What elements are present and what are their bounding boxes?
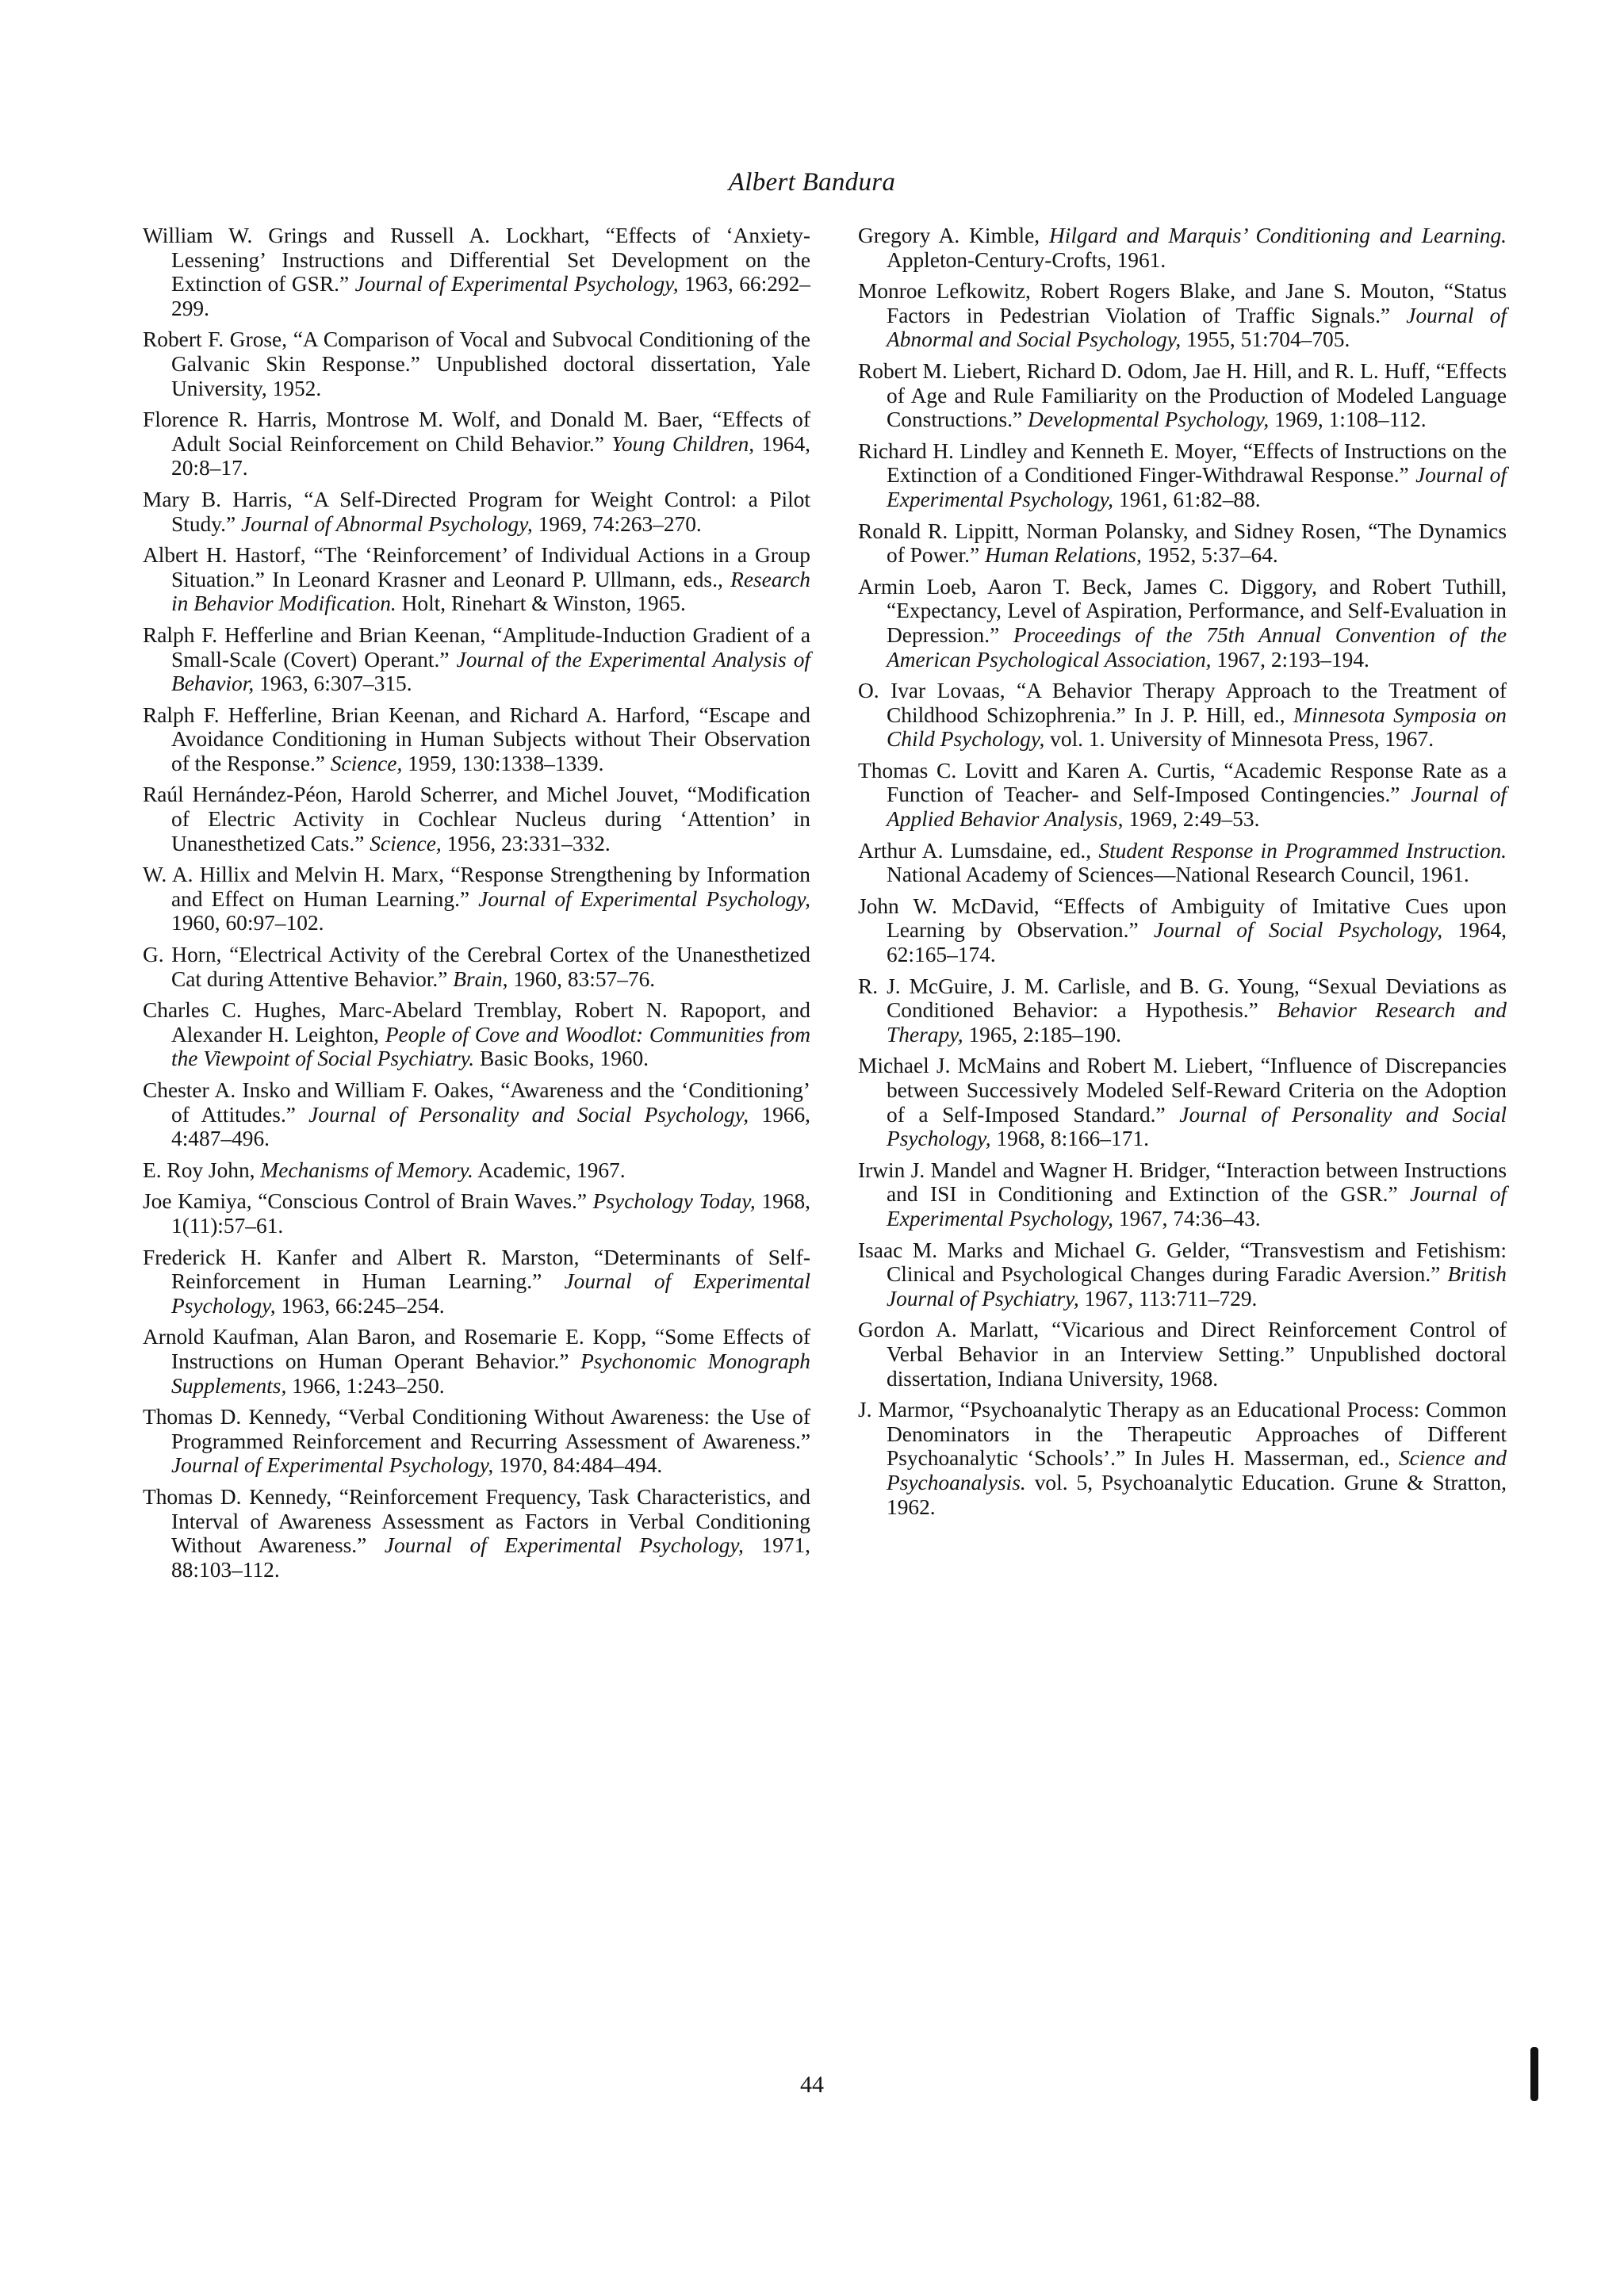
reference-source-title: Psychonomic Monograph Supplements, xyxy=(171,1349,810,1398)
reference-entry xyxy=(143,1405,810,1478)
reference-text: Arnold Kaufman, Alan Baron, and Rosemarie E. Kopp, “Some Effects of Instructions on Human Operant Behavior.” xyxy=(143,1325,810,1373)
reference-source-title: People of Cove and Woodlot: Communities from the Viewpoint of Social Psychiatry. xyxy=(171,1022,810,1071)
reference-entry xyxy=(858,575,1507,672)
reference-source-title: Research in Behavior Modification. xyxy=(171,567,810,616)
reference-text: 1971, 88:103–112. xyxy=(171,1533,810,1582)
reference-text: E. Roy John, xyxy=(143,1158,261,1182)
reference-source-title: Behavior Research and Therapy, xyxy=(887,998,1507,1047)
reference-source-title: Journal of the Experimental Analysis of Behavior, xyxy=(171,647,810,696)
reference-text: 1968, 8:166–171. xyxy=(990,1127,1149,1151)
reference-text: vol. 1. University of Minnesota Press, 1967. xyxy=(1044,727,1434,752)
reference-source-title: Journal of Applied Behavior Analysis, xyxy=(887,783,1507,832)
reference-source-title: Psychology Today, xyxy=(592,1189,756,1214)
margin-mark xyxy=(1530,2047,1538,2101)
reference-text: Isaac M. Marks and Michael G. Gelder, “Transvestism and Fetishism: Clinical and Psychological Changes during Faradic Aversion.” xyxy=(858,1238,1507,1287)
reference-text: Arthur A. Lumsdaine, ed., xyxy=(858,838,1099,863)
reference-text: 1968, 1(11):57–61. xyxy=(171,1189,810,1238)
reference-entry xyxy=(143,623,810,696)
reference-text: Mary B. Harris, “A Self-Directed Program for Weight Control: a Pilot Study.” xyxy=(143,487,810,536)
reference-entry xyxy=(858,359,1507,432)
reference-text: 1969, 2:49–53. xyxy=(1123,807,1260,832)
reference-source-title: Journal of Experimental Psychology, xyxy=(354,272,679,297)
reference-entry xyxy=(858,519,1507,568)
reference-source-title: Journal of Abnormal Psychology, xyxy=(241,511,533,536)
reference-text: 1956, 23:331–332. xyxy=(441,831,611,855)
reference-text: 1960, 83:57–76. xyxy=(508,966,656,991)
reference-entry xyxy=(143,224,810,320)
reference-text: G. Horn, “Electrical Activity of the Cerebral Cortex of the Unanesthetized Cat during Attentive Behavior.” xyxy=(143,943,810,991)
reference-text: 1961, 61:82–88. xyxy=(1113,487,1261,511)
reference-text: Basic Books, 1960. xyxy=(474,1047,649,1071)
reference-text: 1963, 66:245–254. xyxy=(275,1293,445,1318)
reference-text: Raúl Hernández-Péon, Harold Scherrer, and Michel Jouvet, “Modification of Electric Activity in Cochlear Nucleus during ‘Attention’ in Unanesthetized Cats.” xyxy=(143,783,810,855)
reference-text: National Academy of Sciences—National Research Council, 1961. xyxy=(887,863,1469,887)
reference-source-title: Science, xyxy=(370,831,442,855)
reference-entry xyxy=(143,408,810,480)
reference-text: Gordon A. Marlatt, “Vicarious and Direct Reinforcement Control of Verbal Behavior in an Interview Setting.” Unpublished doctoral dissertation, Indiana University, 1968. xyxy=(858,1318,1507,1391)
reference-text: 1966, 4:487–496. xyxy=(171,1102,811,1151)
reference-source-title: Mechanisms of Memory. xyxy=(260,1158,473,1182)
reference-text: W. A. Hillix and Melvin H. Marx, “Response Strengthening by Information and Effect on Human Learning.” xyxy=(143,863,810,911)
reference-source-title: Human Relations, xyxy=(985,543,1142,568)
reference-entry xyxy=(143,783,810,855)
reference-entry xyxy=(858,839,1507,887)
reference-entry xyxy=(143,543,810,616)
reference-source-title: Journal of Experimental Psychology, xyxy=(887,463,1507,511)
reference-text: 1964, 62:165–174. xyxy=(887,918,1507,967)
references-column-right xyxy=(858,224,1507,1526)
reference-text: 1952, 5:37–64. xyxy=(1141,543,1278,568)
reference-text: 1965, 2:185–190. xyxy=(963,1022,1121,1047)
reference-source-title: Hilgard and Marquis’ Conditioning and Learning. xyxy=(1049,224,1507,247)
reference-source-title: Science and Psychoanalysis. xyxy=(887,1446,1507,1494)
reference-source-title: Brain, xyxy=(453,966,508,991)
reference-text: 1955, 51:704–705. xyxy=(1181,327,1350,352)
reference-entry xyxy=(143,488,810,536)
references-column-left xyxy=(143,224,810,1589)
reference-source-title: Journal of Experimental Psychology, xyxy=(171,1269,810,1318)
reference-text: Thomas D. Kennedy, “Verbal Conditioning Without Awareness: the Use of Programmed Reinforcement and Recurring Assessment of Awareness.” xyxy=(143,1405,810,1453)
reference-text: Richard H. Lindley and Kenneth E. Moyer, “Effects of Instructions on the Extinction of a Conditioned Finger-Withdrawal Response.” xyxy=(858,438,1507,488)
reference-text: Ralph F. Hefferline, Brian Keenan, and Richard A. Harford, “Escape and Avoidance Conditioning in Human Subjects without Their Observation of the Response.” xyxy=(143,702,810,775)
reference-text: Robert M. Liebert, Richard D. Odom, Jae H. Hill, and R. L. Huff, “Effects of Age and Rule Familiarity on the Production of Modeled Language Constructions.” xyxy=(858,358,1507,432)
reference-source-title: Proceedings of the 75th Annual Convention of the American Psychological Association, xyxy=(887,622,1507,672)
reference-text: Ralph F. Hefferline and Brian Keenan, “Amplitude-Induction Gradient of a Small-Scale (Covert) Operant.” xyxy=(143,622,810,672)
reference-text: 1967, 2:193–194. xyxy=(1211,647,1369,672)
reference-source-title: Developmental Psychology, xyxy=(1028,408,1270,432)
reference-text: 1963, 66:292–299. xyxy=(171,272,810,320)
reference-text: O. Ivar Lovaas, “A Behavior Therapy Approach to the Treatment of Childhood Schizophrenia.” In J. P. Hill, ed., xyxy=(858,679,1507,727)
reference-entry xyxy=(858,974,1507,1047)
reference-text: William W. Grings and Russell A. Lockhart, “Effects of ‘Anxiety-Lessening’ Instructions and Differential Set Development on the Extinction of GSR.” xyxy=(143,224,810,297)
reference-text: John W. McDavid, “Effects of Ambiguity of Imitative Cues upon Learning by Observation.” xyxy=(858,894,1507,943)
reference-text: Academic, 1967. xyxy=(473,1158,626,1182)
reference-source-title: Journal of Experimental Psychology, xyxy=(384,1533,744,1558)
reference-text: Gregory A. Kimble, xyxy=(858,224,1049,247)
reference-text: J. Marmor, “Psychoanalytic Therapy as an Educational Process: Common Denominators in the Therapeutic Approaches of Different Psychoanalytic ‘Schools’.” In Jules H. Masserman, ed., xyxy=(858,1398,1507,1471)
running-head: Albert Bandura xyxy=(728,168,896,197)
reference-entry xyxy=(858,1318,1507,1391)
reference-text: 1964, 20:8–17. xyxy=(171,431,811,480)
reference-text: Joe Kamiya, “Conscious Control of Brain Waves.” xyxy=(143,1189,593,1214)
reference-text: 1967, 113:711–729. xyxy=(1078,1286,1258,1311)
reference-source-title: Journal of Social Psychology, xyxy=(1153,918,1443,943)
reference-entry xyxy=(858,1398,1507,1519)
reference-entry xyxy=(858,439,1507,512)
reference-entry xyxy=(143,863,810,936)
reference-text: Albert H. Hastorf, “The ‘Reinforcement’ of Individual Actions in a Group Situation.” In Leonard Krasner and Leonard P. Ullmann, eds., xyxy=(143,543,810,591)
reference-source-title: Journal of Experimental Psychology, xyxy=(887,1182,1507,1230)
reference-source-title: Science, xyxy=(330,751,403,775)
reference-text: 1963, 6:307–315. xyxy=(254,672,412,696)
reference-source-title: British Journal of Psychiatry, xyxy=(887,1262,1507,1311)
reference-text: Monroe Lefkowitz, Robert Rogers Blake, and Jane S. Mouton, “Status Factors in Pedestrian Violation of Traffic Signals.” xyxy=(858,279,1507,327)
reference-source-title: Journal of Experimental Psychology, xyxy=(171,1453,494,1478)
reference-text: Michael J. McMains and Robert M. Liebert, “Influence of Discrepancies between Successively Modeled Self-Reward Criteria on the Adoption of a Self-Imposed Standard.” xyxy=(858,1054,1507,1127)
reference-entry xyxy=(143,1078,810,1151)
reference-entry xyxy=(143,998,810,1071)
reference-entry xyxy=(858,224,1507,272)
reference-text: Florence R. Harris, Montrose M. Wolf, and Donald M. Baer, “Effects of Adult Social Reinforcement on Child Behavior.” xyxy=(143,408,810,456)
reference-source-title: Student Response in Programmed Instruction. xyxy=(1098,838,1507,863)
reference-entry xyxy=(143,1158,810,1183)
reference-text: 1970, 84:484–494. xyxy=(493,1453,663,1478)
reference-text: Thomas D. Kennedy, “Reinforcement Frequency, Task Characteristics, and Interval of Awareness Assessment as Factors in Verbal Conditioning Without Awareness.” xyxy=(143,1484,810,1558)
reference-text: 1966, 1:243–250. xyxy=(286,1373,445,1398)
reference-entry xyxy=(143,1485,810,1582)
reference-text: 1959, 130:1338–1339. xyxy=(402,751,604,775)
reference-entry xyxy=(143,327,810,400)
reference-text: R. J. McGuire, J. M. Carlisle, and B. G. Young, “Sexual Deviations as Conditioned Behavior: a Hypothesis.” xyxy=(858,974,1507,1023)
reference-text: 1967, 74:36–43. xyxy=(1113,1206,1261,1230)
reference-entry xyxy=(143,1246,810,1318)
reference-source-title: Journal of Personality and Social Psychology, xyxy=(308,1102,749,1127)
reference-entry xyxy=(143,1189,810,1238)
reference-entry xyxy=(143,943,810,991)
reference-text: 1969, 74:263–270. xyxy=(532,511,702,536)
reference-entry xyxy=(858,1238,1507,1311)
reference-source-title: Journal of Personality and Social Psychology, xyxy=(887,1102,1507,1151)
reference-text: 1960, 60:97–102. xyxy=(171,911,324,936)
reference-entry xyxy=(858,894,1507,967)
reference-text: Frederick H. Kanfer and Albert R. Marston, “Determinants of Self-Reinforcement in Human Learning.” xyxy=(143,1245,810,1294)
page-number: 44 xyxy=(800,2072,824,2098)
reference-text: Chester A. Insko and William F. Oakes, “Awareness and the ‘Conditioning’ of Attitudes.” xyxy=(143,1078,810,1127)
reference-text: Robert F. Grose, “A Comparison of Vocal and Subvocal Conditioning of the Galvanic Skin Response.” Unpublished doctoral dissertation, Yale University, 1952. xyxy=(143,327,810,400)
reference-entry xyxy=(143,1325,810,1398)
reference-text: Irwin J. Mandel and Wagner H. Bridger, “Interaction between Instructions and ISI in Conditioning and Extinction of the GSR.” xyxy=(858,1158,1507,1207)
reference-source-title: Journal of Experimental Psychology, xyxy=(478,886,810,911)
reference-text: 1969, 1:108–112. xyxy=(1269,408,1427,432)
reference-text: Appleton-Century-Crofts, 1961. xyxy=(887,247,1166,272)
reference-text: Thomas C. Lovitt and Karen A. Curtis, “Academic Response Rate as a Function of Teacher- and Self-Imposed Contingencies.” xyxy=(858,758,1507,807)
reference-entry xyxy=(858,759,1507,832)
reference-source-title: Young Children, xyxy=(611,431,755,456)
reference-text: Charles C. Hughes, Marc-Abelard Tremblay, Robert N. Rapoport, and Alexander H. Leighton, xyxy=(143,998,810,1047)
reference-entry xyxy=(858,279,1507,352)
reference-text: Holt, Rinehart & Winston, 1965. xyxy=(396,591,686,616)
reference-text: Ronald R. Lippitt, Norman Polansky, and Sidney Rosen, “The Dynamics of Power.” xyxy=(858,519,1507,568)
reference-text: Armin Loeb, Aaron T. Beck, James C. Diggory, and Robert Tuthill, “Expectancy, Level of Aspiration, Performance, and Self-Evaluation in Depression.” xyxy=(858,574,1507,647)
reference-text: vol. 5, Psychoanalytic Education. Grune & Stratton, 1962. xyxy=(887,1470,1507,1519)
reference-entry xyxy=(858,1054,1507,1150)
reference-entry xyxy=(858,1158,1507,1231)
reference-source-title: Minnesota Symposia on Child Psychology, xyxy=(887,702,1507,752)
reference-entry xyxy=(143,703,810,776)
reference-entry xyxy=(858,679,1507,752)
reference-source-title: Journal of Abnormal and Social Psychology, xyxy=(887,303,1507,352)
